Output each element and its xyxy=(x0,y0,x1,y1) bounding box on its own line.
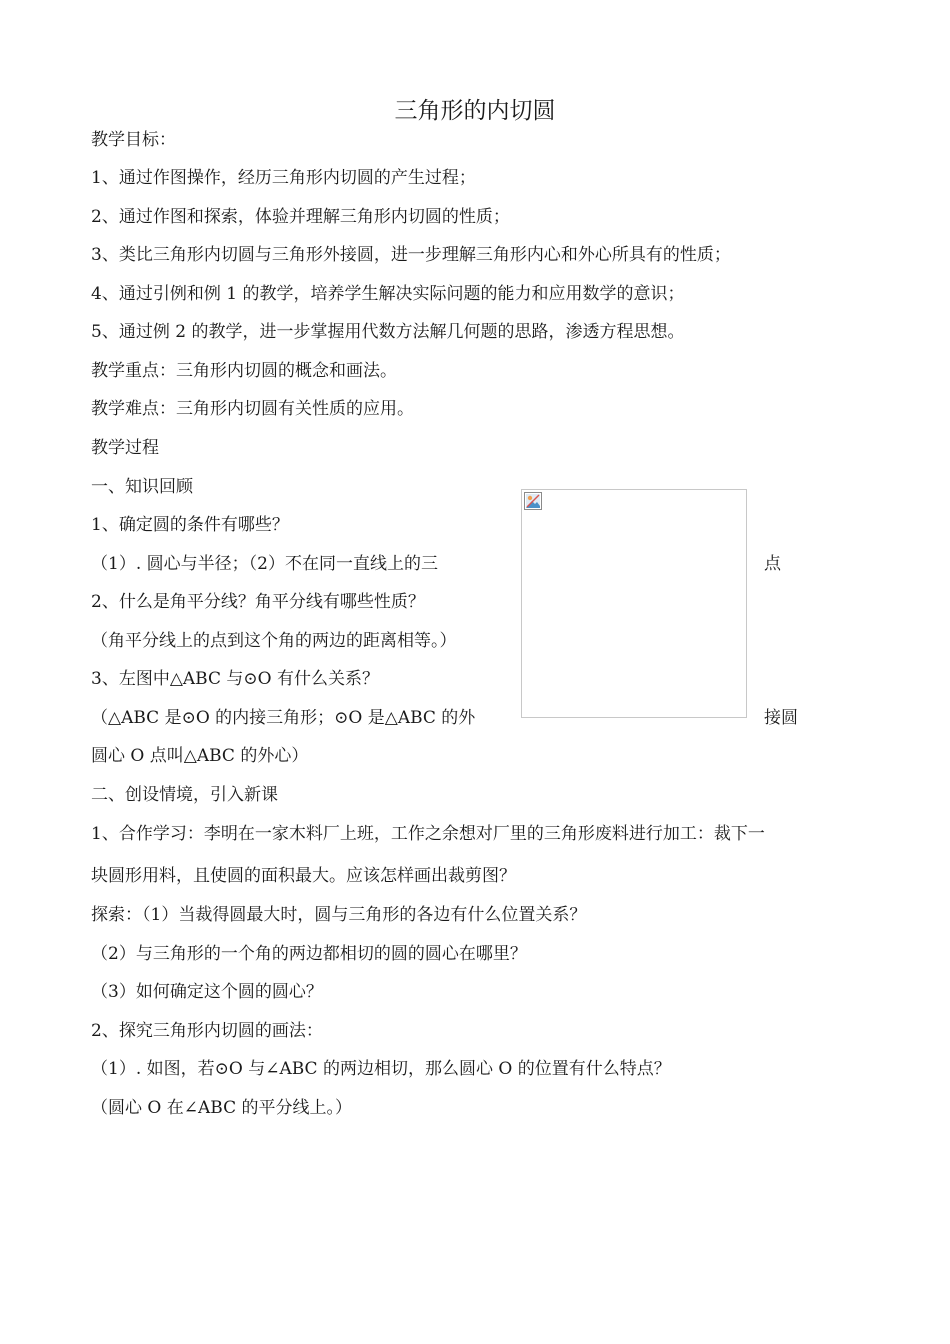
page-title: 三角形的内切圆 xyxy=(394,98,556,124)
text-line: （1）. 圆心与半径；（2）不在同一直线上的三 xyxy=(91,554,438,574)
text-line: （3）如何确定这个圆的圆心？ xyxy=(91,982,323,1002)
text-line: 块圆形用料，且使圆的面积最大。应该怎样画出裁剪图？ xyxy=(91,866,516,886)
text-line: 2、探究三角形内切圆的画法： xyxy=(91,1021,323,1041)
text-line: 2、什么是角平分线？角平分线有哪些性质？ xyxy=(91,592,425,612)
text-line: （△ABC 是⊙O 的内接三角形；⊙O 是△ABC 的外 xyxy=(91,708,476,728)
text-line: 一、知识回顾 xyxy=(91,477,193,497)
text-line: 教学难点：三角形内切圆有关性质的应用。 xyxy=(91,399,414,419)
text-line: 1、确定圆的条件有哪些？ xyxy=(91,515,289,535)
text-line: 5、通过例 2 的教学，进一步掌握用代数方法解几何题的思路，渗透方程思想。 xyxy=(91,322,685,342)
text-line: 圆心 O 点叫△ABC 的外心） xyxy=(91,746,309,766)
text-line: 教学目标： xyxy=(91,130,176,150)
text-line: （1）. 如图，若⊙O 与∠ABC 的两边相切，那么圆心 O 的位置有什么特点？ xyxy=(91,1059,671,1079)
broken-image-icon xyxy=(524,492,542,510)
text-line: 1、通过作图操作，经历三角形内切圆的产生过程； xyxy=(91,168,476,188)
text-line: 3、左图中△ABC 与⊙O 有什么关系？ xyxy=(91,669,379,689)
text-line: 4、通过引例和例 1 的教学，培养学生解决实际问题的能力和应用数学的意识； xyxy=(91,284,685,304)
figure-placeholder xyxy=(521,489,747,718)
text-line: 点 xyxy=(764,554,781,574)
text-line: 教学重点：三角形内切圆的概念和画法。 xyxy=(91,361,397,381)
text-line: 3、类比三角形内切圆与三角形外接圆，进一步理解三角形内心和外心所具有的性质； xyxy=(91,245,731,265)
text-line: 接圆 xyxy=(764,708,798,728)
text-line: 教学过程 xyxy=(91,438,159,458)
text-line: （圆心 O 在∠ABC 的平分线上。） xyxy=(91,1098,352,1118)
text-line: （角平分线上的点到这个角的两边的距离相等。） xyxy=(91,631,457,651)
text-line: 2、通过作图和探索，体验并理解三角形内切圆的性质； xyxy=(91,207,510,227)
text-line: 探索：（1）当裁得圆最大时，圆与三角形的各边有什么位置关系？ xyxy=(91,905,587,925)
text-line: 二、创设情境，引入新课 xyxy=(91,785,278,805)
text-line: （2）与三角形的一个角的两边都相切的圆的圆心在哪里？ xyxy=(91,944,527,964)
text-line: 1、合作学习：李明在一家木料厂上班，工作之余想对厂里的三角形废料进行加工：裁下一 xyxy=(91,824,765,844)
